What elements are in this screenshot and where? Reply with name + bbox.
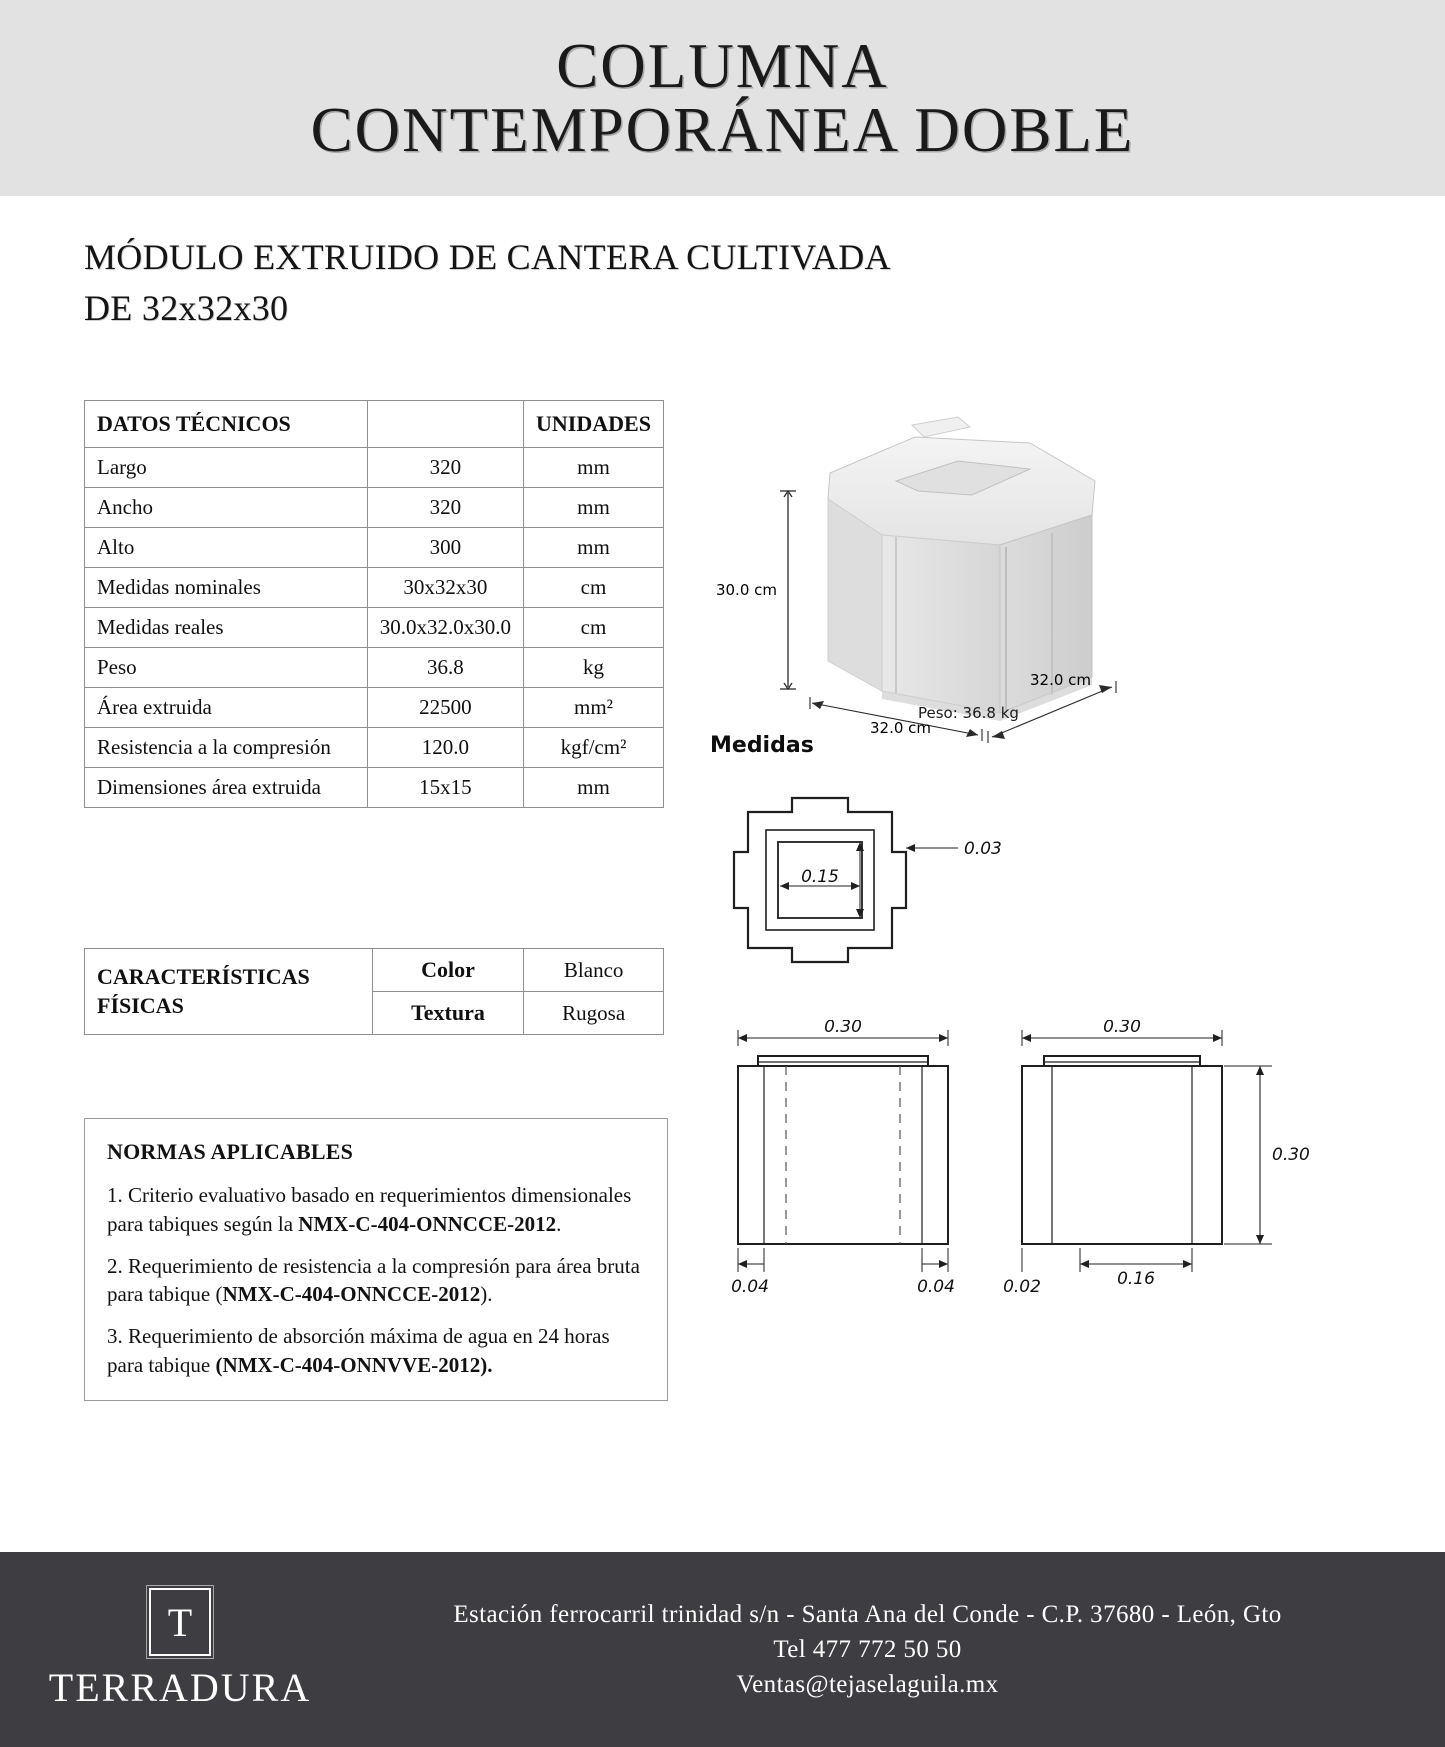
tech-row-value: 30.0x32.0x30.0 [367, 608, 523, 648]
plan-wall-arrow [906, 844, 915, 852]
standard-item-1 [107, 1181, 645, 1239]
elevation-views-drawing [700, 1020, 1420, 1320]
standard-item-2 [107, 1252, 645, 1310]
technical-data-table [84, 400, 664, 808]
product-subtitle-line-2: DE 32x32x30 [84, 288, 289, 329]
applicable-standards-box [84, 1118, 668, 1401]
right-elev-left-offset-label: 0.02 [1003, 1277, 1041, 1297]
tech-row-value: 320 [367, 488, 523, 528]
table-row [85, 608, 664, 648]
tech-row-unit: mm² [524, 688, 664, 728]
tech-row-value: 36.8 [367, 648, 523, 688]
tech-row-label: Medidas reales [85, 608, 368, 648]
footer-phone: Tel 477 772 50 50 [773, 1635, 962, 1663]
tech-row-value: 15x15 [367, 768, 523, 808]
tech-row-label: Medidas nominales [85, 568, 368, 608]
tech-row-value: 300 [367, 528, 523, 568]
right-elev-top-arrow-left [1022, 1034, 1031, 1042]
left-elev-right-offset-label: 0.04 [917, 1277, 955, 1297]
plan-inner-arrow-right [851, 882, 860, 890]
page-title-line-1: COLUMNA [556, 30, 889, 101]
tech-row-value: 22500 [367, 688, 523, 728]
block-front-face [882, 535, 1000, 713]
measurements-section-title: Medidas [710, 733, 814, 758]
right-elev-bottom-width-label: 0.16 [1117, 1269, 1155, 1289]
logo-wordmark: TERRADURA [48, 1665, 312, 1710]
tech-row-label: Ancho [85, 488, 368, 528]
char-table-title: CARACTERÍSTICAS FÍSICAS [85, 949, 373, 1035]
right-elev-bottom-arrow-left [1080, 1260, 1089, 1268]
right-elev-top-arrow-right [1213, 1034, 1222, 1042]
right-elev-width-label: 0.30 [1103, 1020, 1141, 1037]
tech-row-label: Peso [85, 648, 368, 688]
standard-3-code: (NMX-C-404-ONNVVE-2012). [215, 1352, 493, 1377]
footer-contact-info [360, 1601, 1445, 1699]
right-elev-height-arrow-top [1256, 1066, 1264, 1075]
tech-row-label: Alto [85, 528, 368, 568]
right-elev-bottom-arrow-right [1183, 1260, 1192, 1268]
tech-row-unit: mm [524, 768, 664, 808]
standard-1-code: NMX-C-404-ONNCCE-2012 [298, 1211, 557, 1236]
iso-side-width-label: 32.0 cm [1030, 671, 1092, 689]
tech-row-unit: cm [524, 608, 664, 648]
tech-row-label: Largo [85, 448, 368, 488]
standard-3-text: 3. Requerimiento de absorción máxima de agua en 24 horas para tabique [107, 1324, 610, 1377]
left-elev-off2-arrow [939, 1260, 948, 1268]
weight-label: Peso: 36.8 kg [918, 704, 1019, 722]
right-elev-cap [1044, 1056, 1200, 1066]
isometric-svg [700, 395, 1400, 770]
left-elev-cap [758, 1056, 928, 1066]
char-row-value: Blanco [524, 949, 664, 992]
table-row [85, 949, 664, 992]
standard-item-3 [107, 1322, 645, 1380]
char-row-key: Textura [372, 992, 524, 1035]
table-row [85, 488, 664, 528]
left-elev-left-offset-label: 0.04 [731, 1277, 769, 1297]
tech-row-value: 320 [367, 448, 523, 488]
plan-view-drawing [700, 790, 1400, 1040]
tech-header-value [367, 401, 523, 448]
plan-inner-arrow-left [780, 882, 789, 890]
tech-row-unit: mm [524, 488, 664, 528]
char-row-key: Color [372, 949, 524, 992]
physical-characteristics-table [84, 948, 664, 1035]
standards-title: NORMAS APLICABLES [107, 1139, 354, 1164]
product-subtitle-line-1: MÓDULO EXTRUIDO DE CANTERA CULTIVADA [84, 237, 891, 277]
plan-inner-width-label: 0.15 [801, 867, 839, 887]
elevation-views-svg [700, 1020, 1420, 1320]
standard-1-text: 1. Criterio evaluativo basado en requerimientos dimensionales para tabiques según la [107, 1183, 632, 1236]
tech-row-unit: kgf/cm² [524, 728, 664, 768]
footer-address: Estación ferrocarril trinidad s/n - Santa Ana del Conde - C.P. 37680 - León, Gto [453, 1600, 1282, 1628]
footer-band [0, 1552, 1445, 1747]
standard-2-code: NMX-C-404-ONNCCE-2012 [222, 1282, 481, 1307]
tech-header-units: UNIDADES [524, 401, 664, 448]
tech-row-unit: cm [524, 568, 664, 608]
table-header-row [85, 401, 664, 448]
standard-1-period: . [556, 1211, 562, 1236]
header-banner [0, 0, 1445, 196]
table-row [85, 648, 664, 688]
plan-view-svg [700, 790, 1400, 1040]
isometric-product-drawing [700, 395, 1400, 770]
standard-2-text: 2. Requerimiento de resistencia a la compresión para área bruta para tabique ( [107, 1253, 640, 1307]
tech-row-unit: mm [524, 448, 664, 488]
table-row [85, 768, 664, 808]
standard-2-period: ). [480, 1282, 493, 1307]
company-logo [0, 1588, 360, 1711]
table-row [85, 568, 664, 608]
logo-monogram-icon: T [149, 1588, 211, 1656]
tech-row-unit: kg [524, 648, 664, 688]
footer-email: Ventas@tejaselaguila.mx [736, 1670, 999, 1698]
table-row [85, 728, 664, 768]
block-top-tab [912, 417, 970, 437]
tech-row-value: 30x32x30 [367, 568, 523, 608]
tech-row-value: 120.0 [367, 728, 523, 768]
left-elev-body [738, 1066, 948, 1244]
left-elev-top-arrow-left [738, 1034, 747, 1042]
iso-front-width-label: 32.0 cm [870, 719, 932, 737]
left-elev-off1-arrow [738, 1260, 747, 1268]
plan-wall-thickness-label: 0.03 [964, 839, 1002, 859]
tech-header-label: DATOS TÉCNICOS [85, 401, 368, 448]
left-elev-width-label: 0.30 [824, 1020, 862, 1037]
left-elev-top-arrow-right [939, 1034, 948, 1042]
tech-row-label: Dimensiones área extruida [85, 768, 368, 808]
table-row [85, 688, 664, 728]
char-row-value: Rugosa [524, 992, 664, 1035]
right-elev-height-label: 0.30 [1272, 1145, 1310, 1165]
product-subtitle [84, 232, 891, 334]
tech-row-unit: mm [524, 528, 664, 568]
page-title-line-2: CONTEMPORÁNEA DOBLE [310, 95, 1135, 165]
tech-row-label: Área extruida [85, 688, 368, 728]
table-row [85, 448, 664, 488]
tech-row-label: Resistencia a la compresión [85, 728, 368, 768]
table-row [85, 528, 664, 568]
right-elev-height-arrow-bottom [1256, 1235, 1264, 1244]
iso-height-label: 30.0 cm [715, 581, 777, 599]
